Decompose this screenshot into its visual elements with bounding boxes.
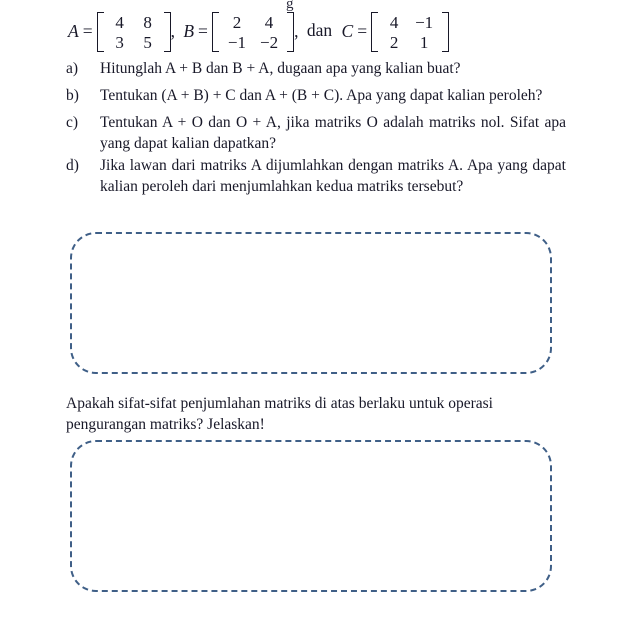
matrix-label-b: B xyxy=(183,21,195,42)
question-text-a: Hitunglah A + B dan B + A, dugaan apa yang kalian buat? xyxy=(100,60,461,77)
question-item-c xyxy=(66,112,566,154)
matrix-c-cell-r0c0: 4 xyxy=(389,12,399,32)
matrix-a-separator: , xyxy=(170,21,175,42)
matrix-definition-c xyxy=(342,12,450,52)
matrix-definitions xyxy=(68,12,588,52)
clipped-text-fragment: g xyxy=(286,0,294,12)
matrix-a-cells xyxy=(104,12,164,52)
question-marker-d: d) xyxy=(66,157,79,174)
matrix-label-a: A xyxy=(68,21,79,42)
question-item-b xyxy=(66,85,566,106)
matrix-b-cell-r0c1: 4 xyxy=(264,12,274,32)
bracket-left-icon xyxy=(212,12,219,52)
question-text-b: Tentukan (A + B) + C dan A + (B + C). Apa yang dapat kalian peroleh? xyxy=(100,87,543,104)
equals-sign-c: = xyxy=(357,21,368,42)
bracket-left-icon xyxy=(371,12,378,52)
question-marker-a: a) xyxy=(66,60,79,77)
bracket-right-icon xyxy=(442,12,449,52)
question-item-d xyxy=(66,155,566,197)
matrix-c-cell-r1c0: 2 xyxy=(389,32,399,52)
matrix-b-cell-r0c0: 2 xyxy=(232,12,242,32)
equals-sign-a: = xyxy=(82,21,93,42)
question-list xyxy=(66,58,566,198)
question-item-a xyxy=(66,58,566,79)
matrix-c-cells xyxy=(378,12,442,52)
bracket-right-icon xyxy=(287,12,294,52)
question-marker-c: c) xyxy=(66,114,79,131)
matrix-a-cell-r0c1: 8 xyxy=(143,12,152,32)
matrix-a-cell-r0c0: 4 xyxy=(115,12,124,32)
matrix-definition-b xyxy=(183,12,302,52)
closing-prompt: Apakah sifat-sifat penjumlahan matriks di atas berlaku untuk operasi pengurangan matriks? Jelaskan! xyxy=(66,395,493,433)
matrix-c-cell-r0c1: −1 xyxy=(415,12,434,32)
matrix-label-c: C xyxy=(341,21,354,42)
matrix-definition-a xyxy=(68,12,179,52)
matrix-b-cell-r1c0: −1 xyxy=(227,32,246,52)
conjunction-dan: dan xyxy=(306,20,333,41)
matrix-c xyxy=(371,12,449,52)
matrix-c-cell-r1c1: 1 xyxy=(419,32,429,52)
bracket-right-icon xyxy=(164,12,171,52)
question-marker-b: b) xyxy=(66,87,79,104)
matrix-b-cell-r1c1: −2 xyxy=(260,32,279,52)
matrix-b-separator: , xyxy=(294,21,299,42)
answer-area-1[interactable] xyxy=(70,232,552,374)
question-text-c: Tentukan A + O dan O + A, jika matriks O adalah matriks nol. Sifat apa yang dapat kalian dapatkan? xyxy=(100,114,566,152)
matrix-a-cell-r1c0: 3 xyxy=(115,32,124,52)
matrix-b xyxy=(212,12,294,52)
equals-sign-b: = xyxy=(198,21,208,42)
bracket-left-icon xyxy=(97,12,104,52)
answer-area-2[interactable] xyxy=(70,440,552,592)
matrix-b-cells xyxy=(219,12,287,52)
question-text-d: Jika lawan dari matriks A dijumlahkan dengan matriks A. Apa yang dapat kalian peroleh dari menjumlahkan kedua matriks tersebut? xyxy=(100,157,566,195)
matrix-a xyxy=(97,12,171,52)
matrix-a-cell-r1c1: 5 xyxy=(143,32,152,52)
